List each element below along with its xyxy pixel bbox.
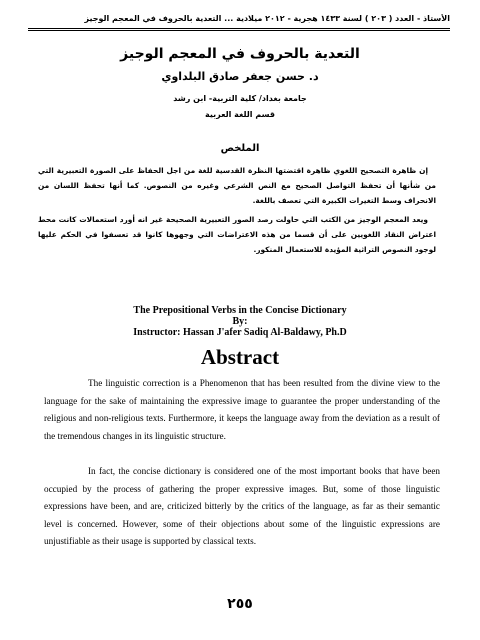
header-rule <box>28 28 450 31</box>
english-by-line: By: <box>232 316 248 327</box>
arabic-author: د. حسن جعفر صادق البلداوي <box>161 70 319 83</box>
english-title: The Prepositional Verbs in the Concise Dictionary <box>133 305 347 316</box>
arabic-abstract-heading: الملخص <box>220 143 260 154</box>
arabic-department: قسم اللغة العربية <box>205 110 275 119</box>
arabic-affiliation: جامعة بغداد/ كلية التربية- ابن رشد <box>173 94 307 103</box>
page-number: ٢٥٥ <box>227 596 253 612</box>
arabic-abstract-paragraph-1: إن ظاهرة التصحيح اللغوي ظاهرة اقتضتها النظرة القدسية للغة من اجل الحفاظ على الصورة التعبيرية التي من شأنها أن تحفظ التواصل الصحيح مع النص الشرعي وغيره من النصوص. كما أنها تحفظ اللسان من الانحراف وسط التغيرات الكبيرة التي تعصف باللغة. <box>38 166 436 205</box>
english-abstract-heading: Abstract <box>200 345 280 369</box>
arabic-abstract-paragraph-2: ويعد المعجم الوجيز من الكتب التي حاولت رصد الصور التعبيرية الصحيحة غير انه أورد استعمالات كانت محط اعتراض النقاد اللغويين على أن قسما من هذه الاعتراضات التي وجهوها كانوا قد تعسفوا في الحكم عليها لوجود النصوص التراثية المؤيدة للاستعمال المنكور. <box>38 215 436 254</box>
english-abstract-paragraph-2: In fact, the concise dictionary is considered one of the most important books that have been occupied by the process of gathering the proper expressive images. But, some of those linguistic expressions have been, and are, criticized bitterly by the critics of the language, as far as their semantic level is concerned. However, some of their objections about some of the linguistic expressions are unjustifiable as their usage is supported by classical texts. <box>44 466 440 547</box>
english-instructor: Instructor: Hassan J'afer Sadiq Al-Baldawy, Ph.D <box>133 327 347 338</box>
english-abstract-paragraph-1: The linguistic correction is a Phenomenon that has been resulted from the divine view to the language for the sake of maintaining the expressive image to guarantee the proper understanding of the religious and non-religious texts. Furthermore, it keeps the language away from the deviation as a result of the tremendous changes in its linguistic structure. <box>44 378 440 441</box>
running-header: الأستاذ - العدد ( ٢٠٣ ) لسنة ١٤٣٣ هجرية - ٢٠١٢ ميلادية ... التعدية بالحروف في المعجم الوجيز <box>84 14 450 23</box>
arabic-title: التعدية بالحروف في المعجم الوجيز <box>120 46 360 62</box>
